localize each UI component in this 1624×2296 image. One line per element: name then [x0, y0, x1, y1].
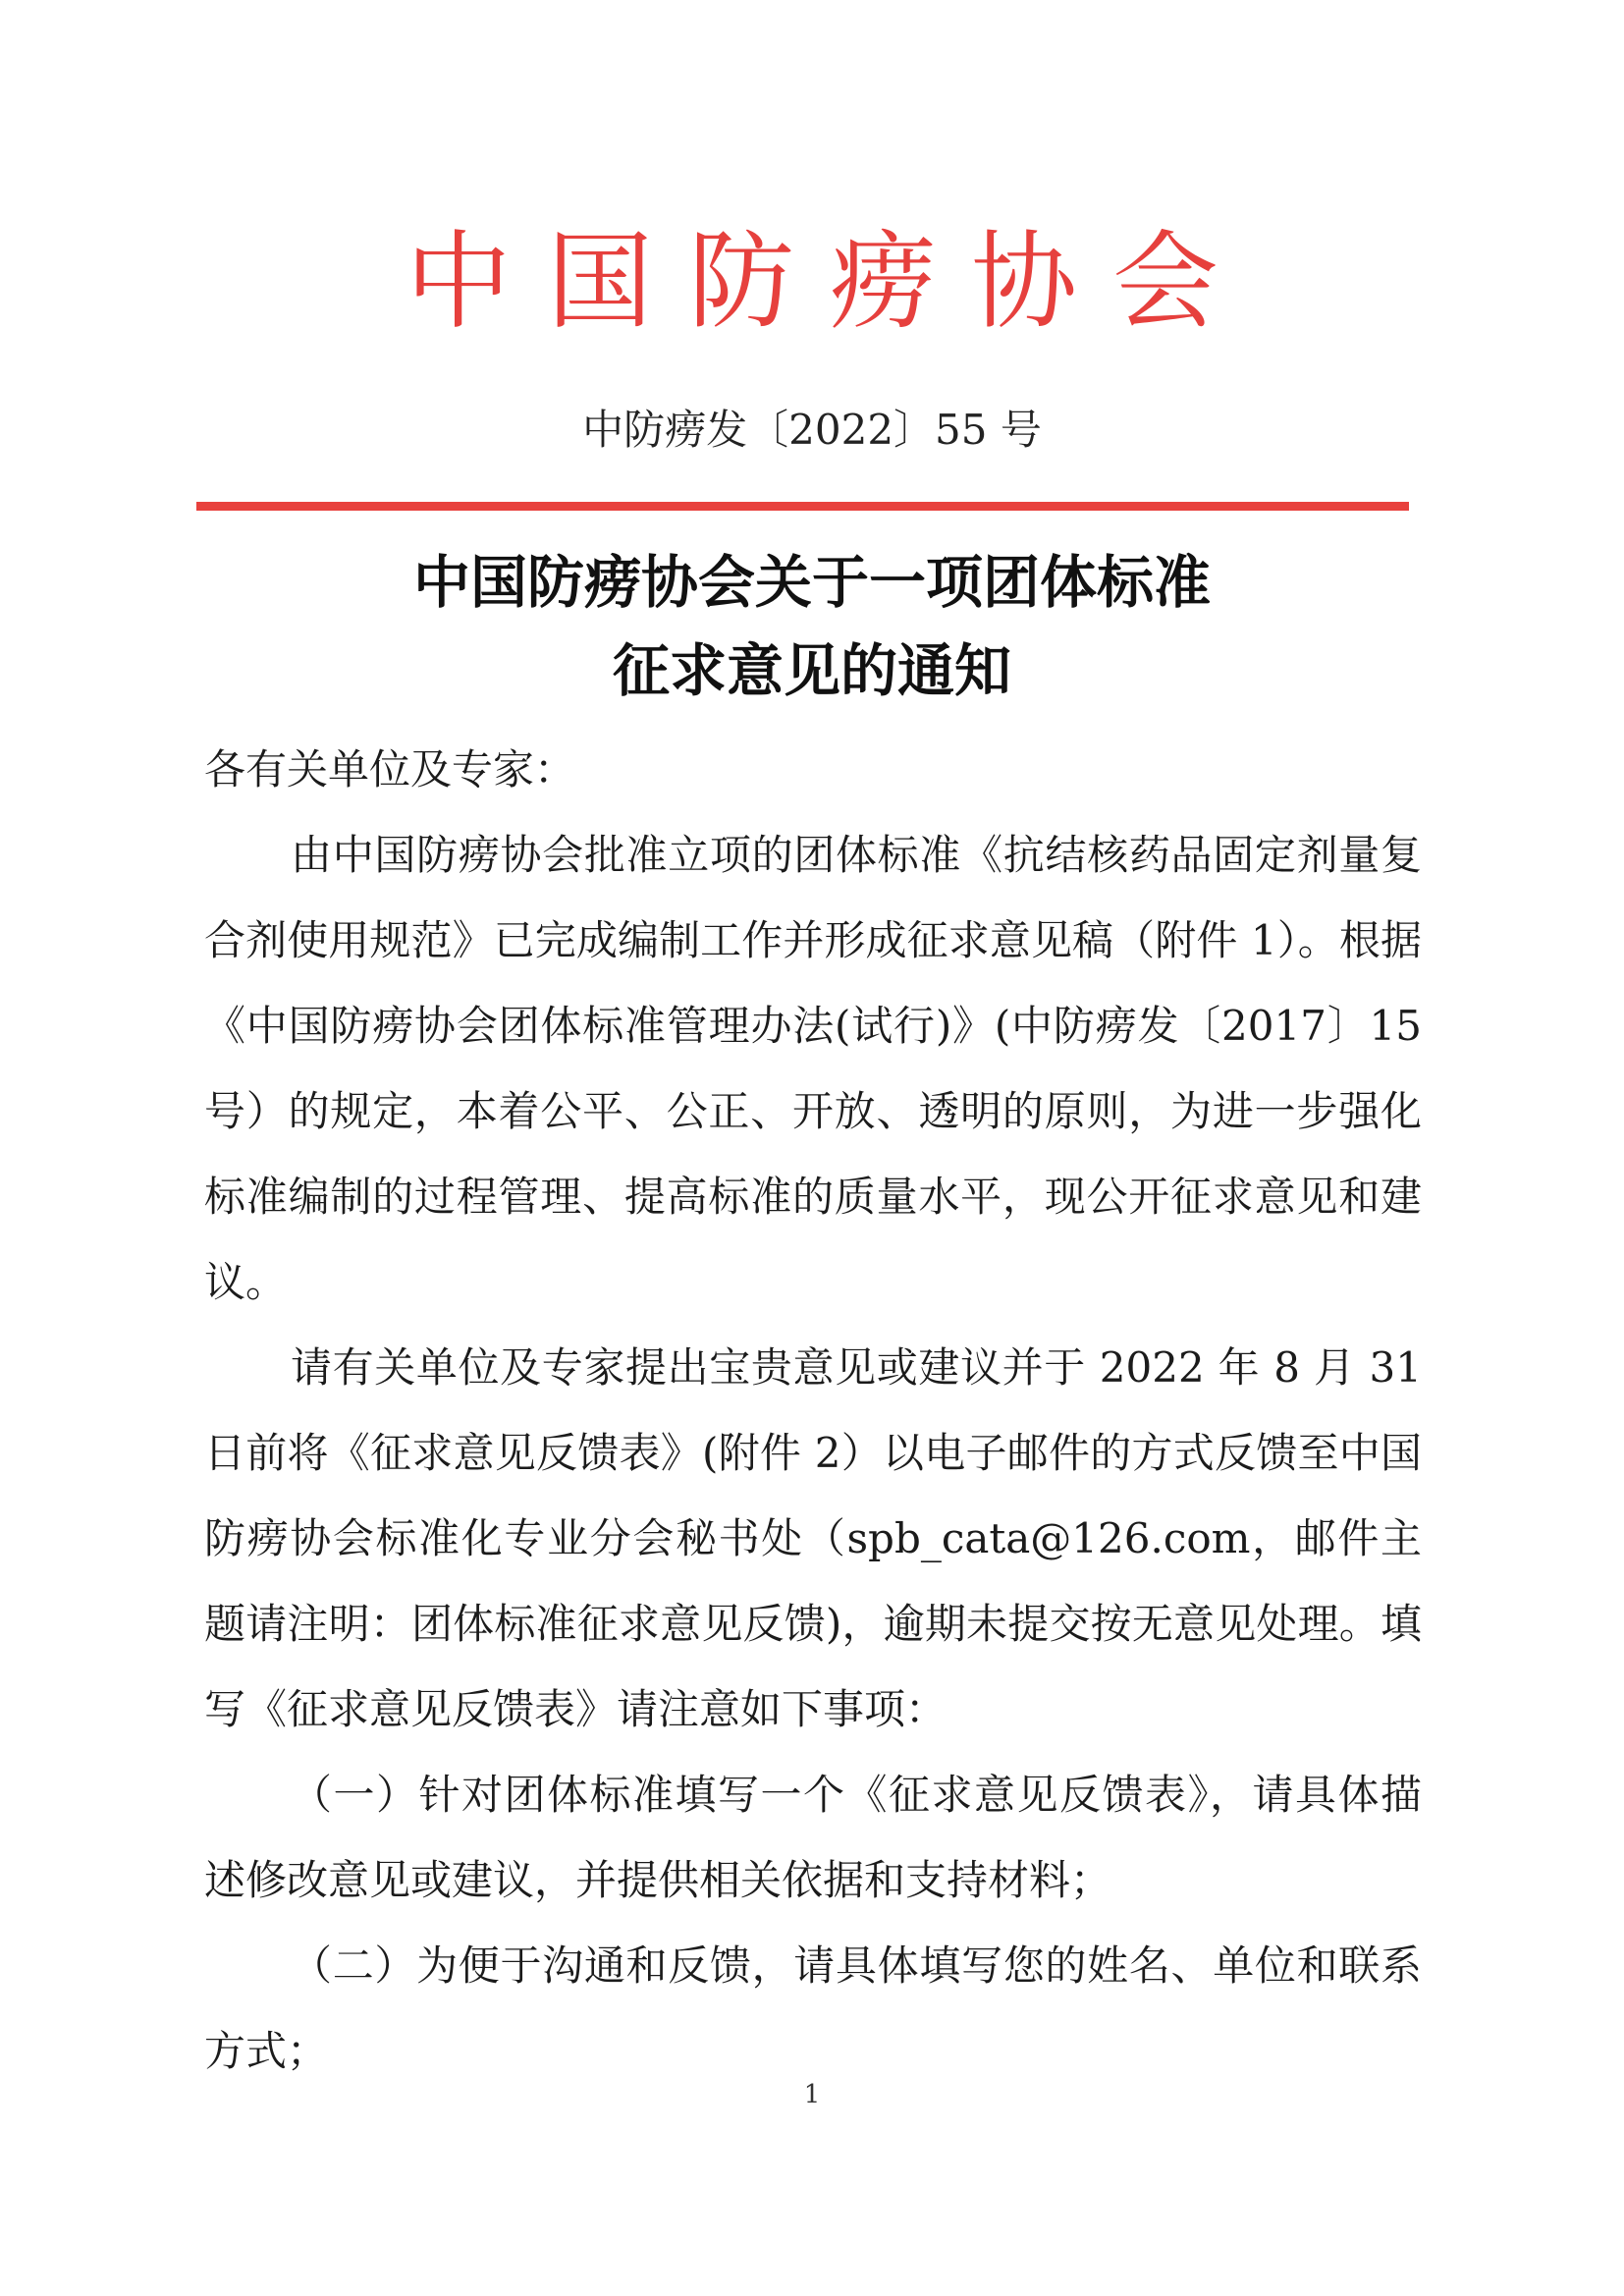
red-divider-line — [196, 502, 1409, 511]
organization-header: 中国防痨协会 — [405, 221, 1254, 344]
document-title — [0, 538, 1624, 715]
list-item-1: （一）针对团体标准填写一个《征求意见反馈表》，请具体描述修改意见或建议，并提供相关依据和支持材料； — [204, 1771, 1422, 1904]
title-line-1: 中国防痨协会关于一项团体标准 — [412, 549, 1211, 616]
list-item-2: （二）为便于沟通和反馈，请具体填写您的姓名、单位和联系方式； — [204, 1941, 1422, 2075]
paragraph-1: 由中国防痨协会批准立项的团体标准《抗结核药品固定剂量复合剂使用规范》已完成编制工作并形成征求意见稿（附件 1）。根据《中国防痨协会团体标准管理办法(试行)》(中防痨发〔2017〕15 号）的规定，本着公平、公正、开放、透明的原则，为进一步强化标准编制的过程管理、提高标准的质量水平，现公开征求意见和建议。 — [204, 831, 1422, 1306]
document-body — [204, 727, 1422, 2094]
document-number: 中防痨发〔2022〕55 号 — [582, 406, 1042, 454]
paragraph-2: 请有关单位及专家提出宝贵意见或建议并于 2022 年 8 月 31 日前将《征求意见反馈表》(附件 2）以电子邮件的方式反馈至中国防痨协会标准化专业分会秘书处（spb_cata@126.com，邮件主题请注明：团体标准征求意见反馈)，逾期未提交按无意见处理。填写《征求意见反馈表》请注意如下事项： — [204, 1343, 1422, 1733]
page-number: 1 — [803, 2080, 821, 2109]
title-line-2: 征求意见的通知 — [612, 637, 1011, 704]
salutation: 各有关单位及专家： — [204, 745, 576, 793]
